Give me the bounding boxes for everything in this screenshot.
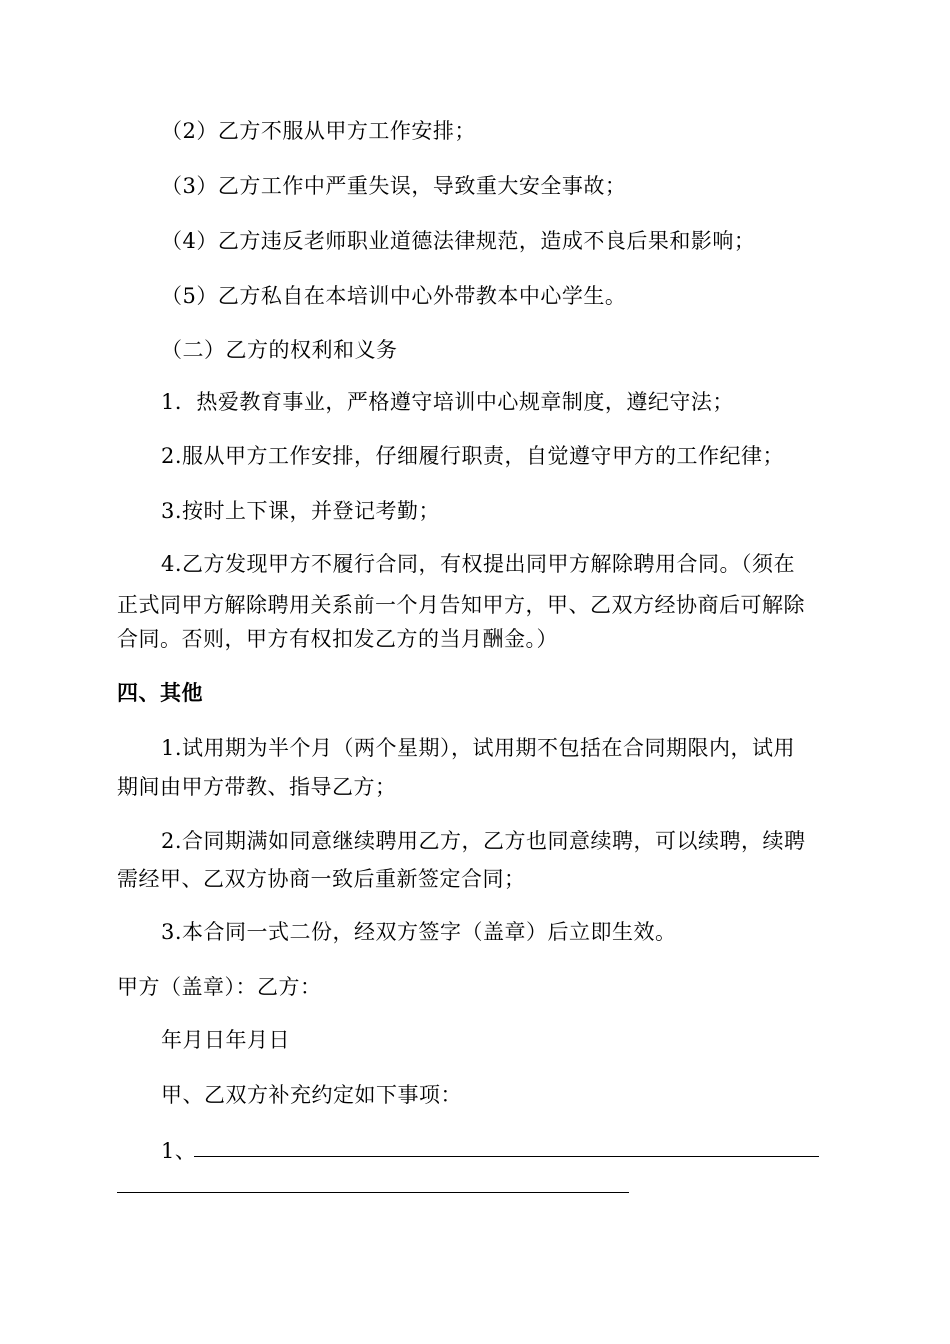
- other-item-1-line-1: 1.试用期为半个月（两个星期），试用期不包括在合同期限内，试用: [161, 736, 796, 760]
- blank-fill-line: [194, 1156, 819, 1157]
- duty-item-4-line-1: 4.乙方发现甲方不履行合同，有权提出同甲方解除聘用合同。（须在: [161, 552, 796, 576]
- clause-item-2: （2）乙方不服从甲方工作安排；: [161, 119, 476, 143]
- duty-item-4-line-2: 正式同甲方解除聘用关系前一个月告知甲方，甲、乙双方经协商后可解除: [117, 593, 805, 617]
- other-item-2-line-1: 2.合同期满如同意继续聘用乙方，乙方也同意续聘，可以续聘，续聘: [161, 829, 806, 853]
- other-item-2-line-2: 需经甲、乙双方协商一致后重新签定合同；: [117, 867, 526, 891]
- blank-fill-line-continued: [117, 1192, 629, 1193]
- duty-item-1: 1．热爱教育事业，严格遵守培训中心规章制度，遵纪守法；: [161, 390, 734, 414]
- date-line: 年月日年月日: [161, 1028, 290, 1052]
- duty-item-4-line-3: 合同。否则，甲方有权扣发乙方的当月酬金。）: [117, 627, 558, 651]
- duty-item-3: 3.按时上下课，并登记考勤；: [161, 499, 441, 523]
- clause-item-3: （3）乙方工作中严重失误，导致重大安全事故；: [161, 174, 627, 198]
- section-four-title: 四、其他: [117, 681, 203, 705]
- other-item-1-line-2: 期间由甲方带教、指导乙方；: [117, 775, 397, 799]
- subsection-title: （二）乙方的权利和义务: [161, 338, 398, 362]
- duty-item-2: 2.服从甲方工作安排，仔细履行职责，自觉遵守甲方的工作纪律；: [161, 444, 785, 468]
- other-item-3: 3.本合同一式二份，经双方签字（盖章）后立即生效。: [161, 920, 677, 944]
- supplement-intro: 甲、乙双方补充约定如下事项：: [161, 1083, 462, 1107]
- signature-line: 甲方（盖章）：乙方：: [117, 975, 322, 999]
- supplement-item-label: 1、: [161, 1139, 197, 1163]
- clause-item-4: （4）乙方违反老师职业道德法律规范，造成不良后果和影响；: [161, 229, 756, 253]
- clause-item-5: （5）乙方私自在本培训中心外带教本中心学生。: [161, 284, 627, 308]
